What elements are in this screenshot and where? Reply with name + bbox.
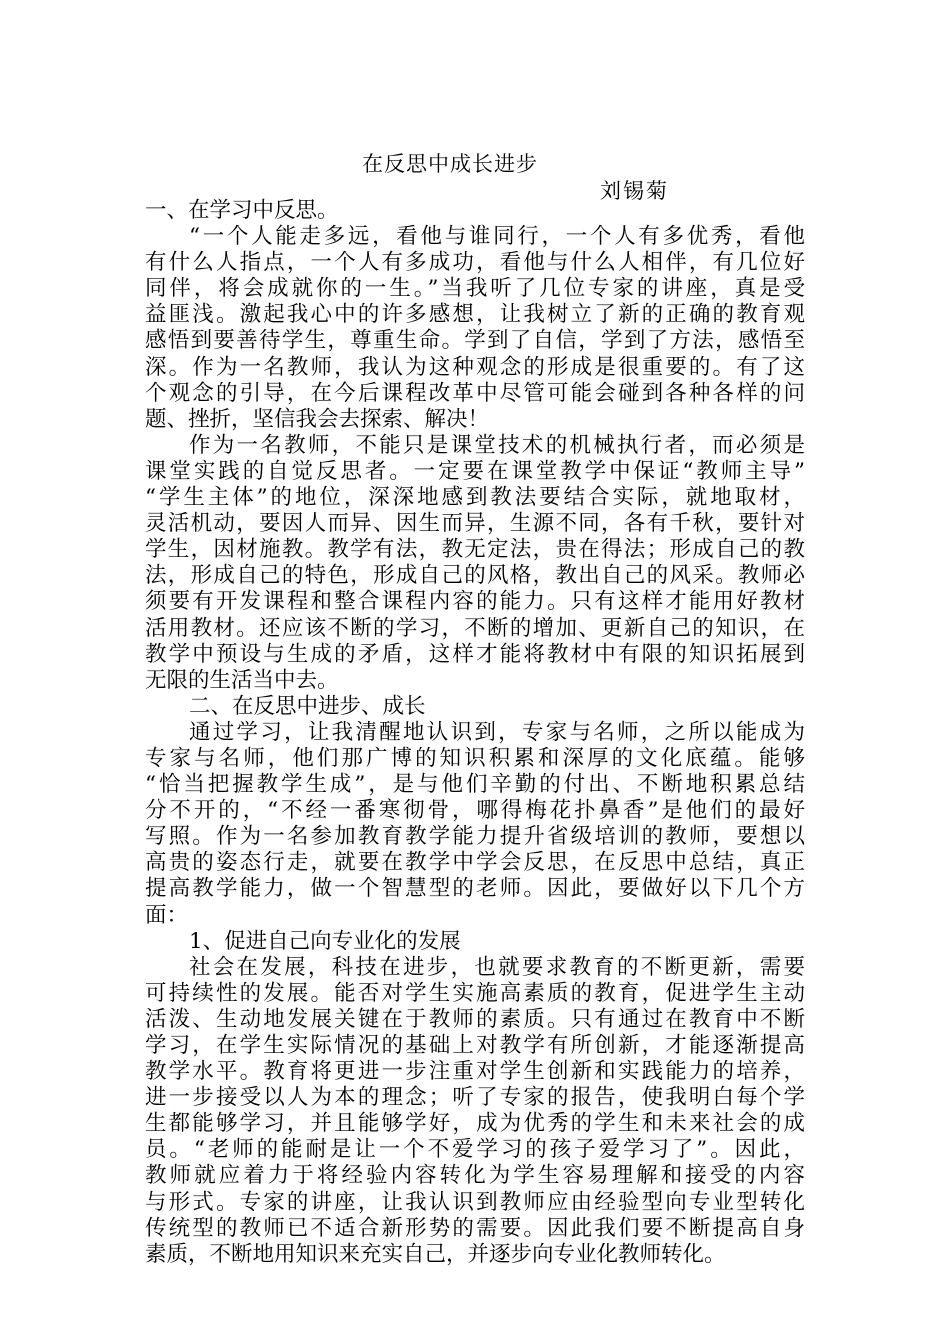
text-line: “学生主体”的地位，深深地感到教法要结合实际，就地取材， [145, 485, 805, 511]
text-line: 可持续性的发展。能否对学生实施高素质的教育，促进学生主动 [145, 980, 805, 1006]
document-body [145, 198, 805, 1268]
text-line: 教学水平。教育将更进一步注重对学生创新和实践能力的培养， [145, 1059, 805, 1085]
text-line: 无限的生活当中去。 [145, 667, 339, 693]
text-line: 员。“老师的能耐是让一个不爱学习的孩子爱学习了”。因此， [145, 1137, 805, 1163]
text-line: 教师就应着力于将经验内容转化为学生容易理解和接受的内容 [145, 1163, 805, 1189]
text-line: 题、挫折，坚信我会去探索、解决！ [145, 406, 490, 432]
text-line: 个观念的引导，在今后课程改革中尽管可能会碰到各种各样的问 [145, 380, 805, 406]
text-line: 须要有开发课程和整合课程内容的能力。只有这样才能用好教材 [145, 589, 805, 615]
text-line: 写照。作为一名参加教育教学能力提升省级培训的教师，要想以 [145, 824, 805, 850]
text-line: 通过学习，让我清醒地认识到，专家与名师，之所以能成为 [189, 719, 805, 745]
text-line: 益匪浅。激起我心中的许多感想，让我树立了新的正确的教育观 [145, 302, 805, 328]
text-line: 活用教材。还应该不断的学习，不断的增加、更新自己的知识，在 [145, 615, 805, 641]
text-line: 生都能够学习，并且能够学好，成为优秀的学生和未来社会的成 [145, 1111, 805, 1137]
text-line: 分不开的，“不经一番寒彻骨，哪得梅花扑鼻香”是他们的最好 [145, 798, 805, 824]
text-line: 深。作为一名教师，我认为这种观念的形成是很重要的。有了这 [145, 354, 805, 380]
text-line: 1、促进自己向专业化的发展 [189, 928, 461, 954]
text-line: 教学中预设与生成的矛盾，这样才能将教材中有限的知识拓展到 [145, 641, 805, 667]
text-line: 社会在发展，科技在进步，也就要求教育的不断更新，需要 [189, 954, 805, 980]
text-line: “恰当把握教学生成”，是与他们辛勤的付出、不断地积累总结 [145, 772, 805, 798]
text-line: 二、在反思中进步、成长 [189, 693, 426, 719]
text-line: 课堂实践的自觉反思者。一定要在课堂教学中保证“教师主导” [145, 458, 805, 484]
text-line: 学生，因材施教。教学有法，教无定法，贵在得法；形成自己的教 [145, 537, 805, 563]
text-line: 素质，不断地用知识来充实自己，并逐步向专业化教师转化。 [145, 1241, 726, 1267]
text-line: 活泼、生动地发展关键在于教师的素质。只有通过在教育中不断 [145, 1006, 805, 1032]
text-line: 一、在学习中反思。 [145, 198, 339, 223]
text-line: 作为一名教师，不能只是课堂技术的机械执行者，而必须是 [189, 432, 805, 458]
document-title: 在反思中成长进步 [362, 152, 538, 176]
text-line: 学习，在学生实际情况的基础上对教学有所创新，才能逐渐提高 [145, 1033, 805, 1058]
document-author: 刘锡菊 [600, 179, 669, 203]
text-line: 传统型的教师已不适合新形势的需要。因此我们要不断提高自身 [145, 1215, 805, 1241]
text-line: 高贵的姿态行走，就要在教学中学会反思，在反思中总结，真正 [145, 850, 805, 876]
text-line: 有什么人指点，一个人有多成功，看他与什么人相伴，有几位好 [145, 250, 805, 276]
text-line: 专家与名师，他们那广博的知识积累和深厚的文化底蕴。能够 [145, 745, 805, 771]
text-line: 进一步接受以人为本的理念；听了专家的报告，使我明白每个学 [145, 1085, 805, 1111]
text-line: 法，形成自己的特色，形成自己的风格，教出自己的风采。教师必 [145, 563, 805, 589]
text-line: 提高教学能力，做一个智慧型的老师。因此，要做好以下几个方 [145, 876, 805, 902]
text-line: 感悟到要善待学生，尊重生命。学到了自信，学到了方法，感悟至 [145, 328, 805, 354]
text-line: 同伴，将会成就你的一生。”当我听了几位专家的讲座，真是受 [145, 276, 805, 302]
text-line: 面： [145, 902, 189, 928]
text-line: 与形式。专家的讲座，让我认识到教师应由经验型向专业型转化 [145, 1189, 805, 1215]
text-line: 灵活机动，要因人而异、因生而异，生源不同，各有千秋，要针对 [145, 511, 805, 537]
text-line: “一个人能走多远，看他与谁同行，一个人有多优秀，看他 [189, 224, 805, 250]
